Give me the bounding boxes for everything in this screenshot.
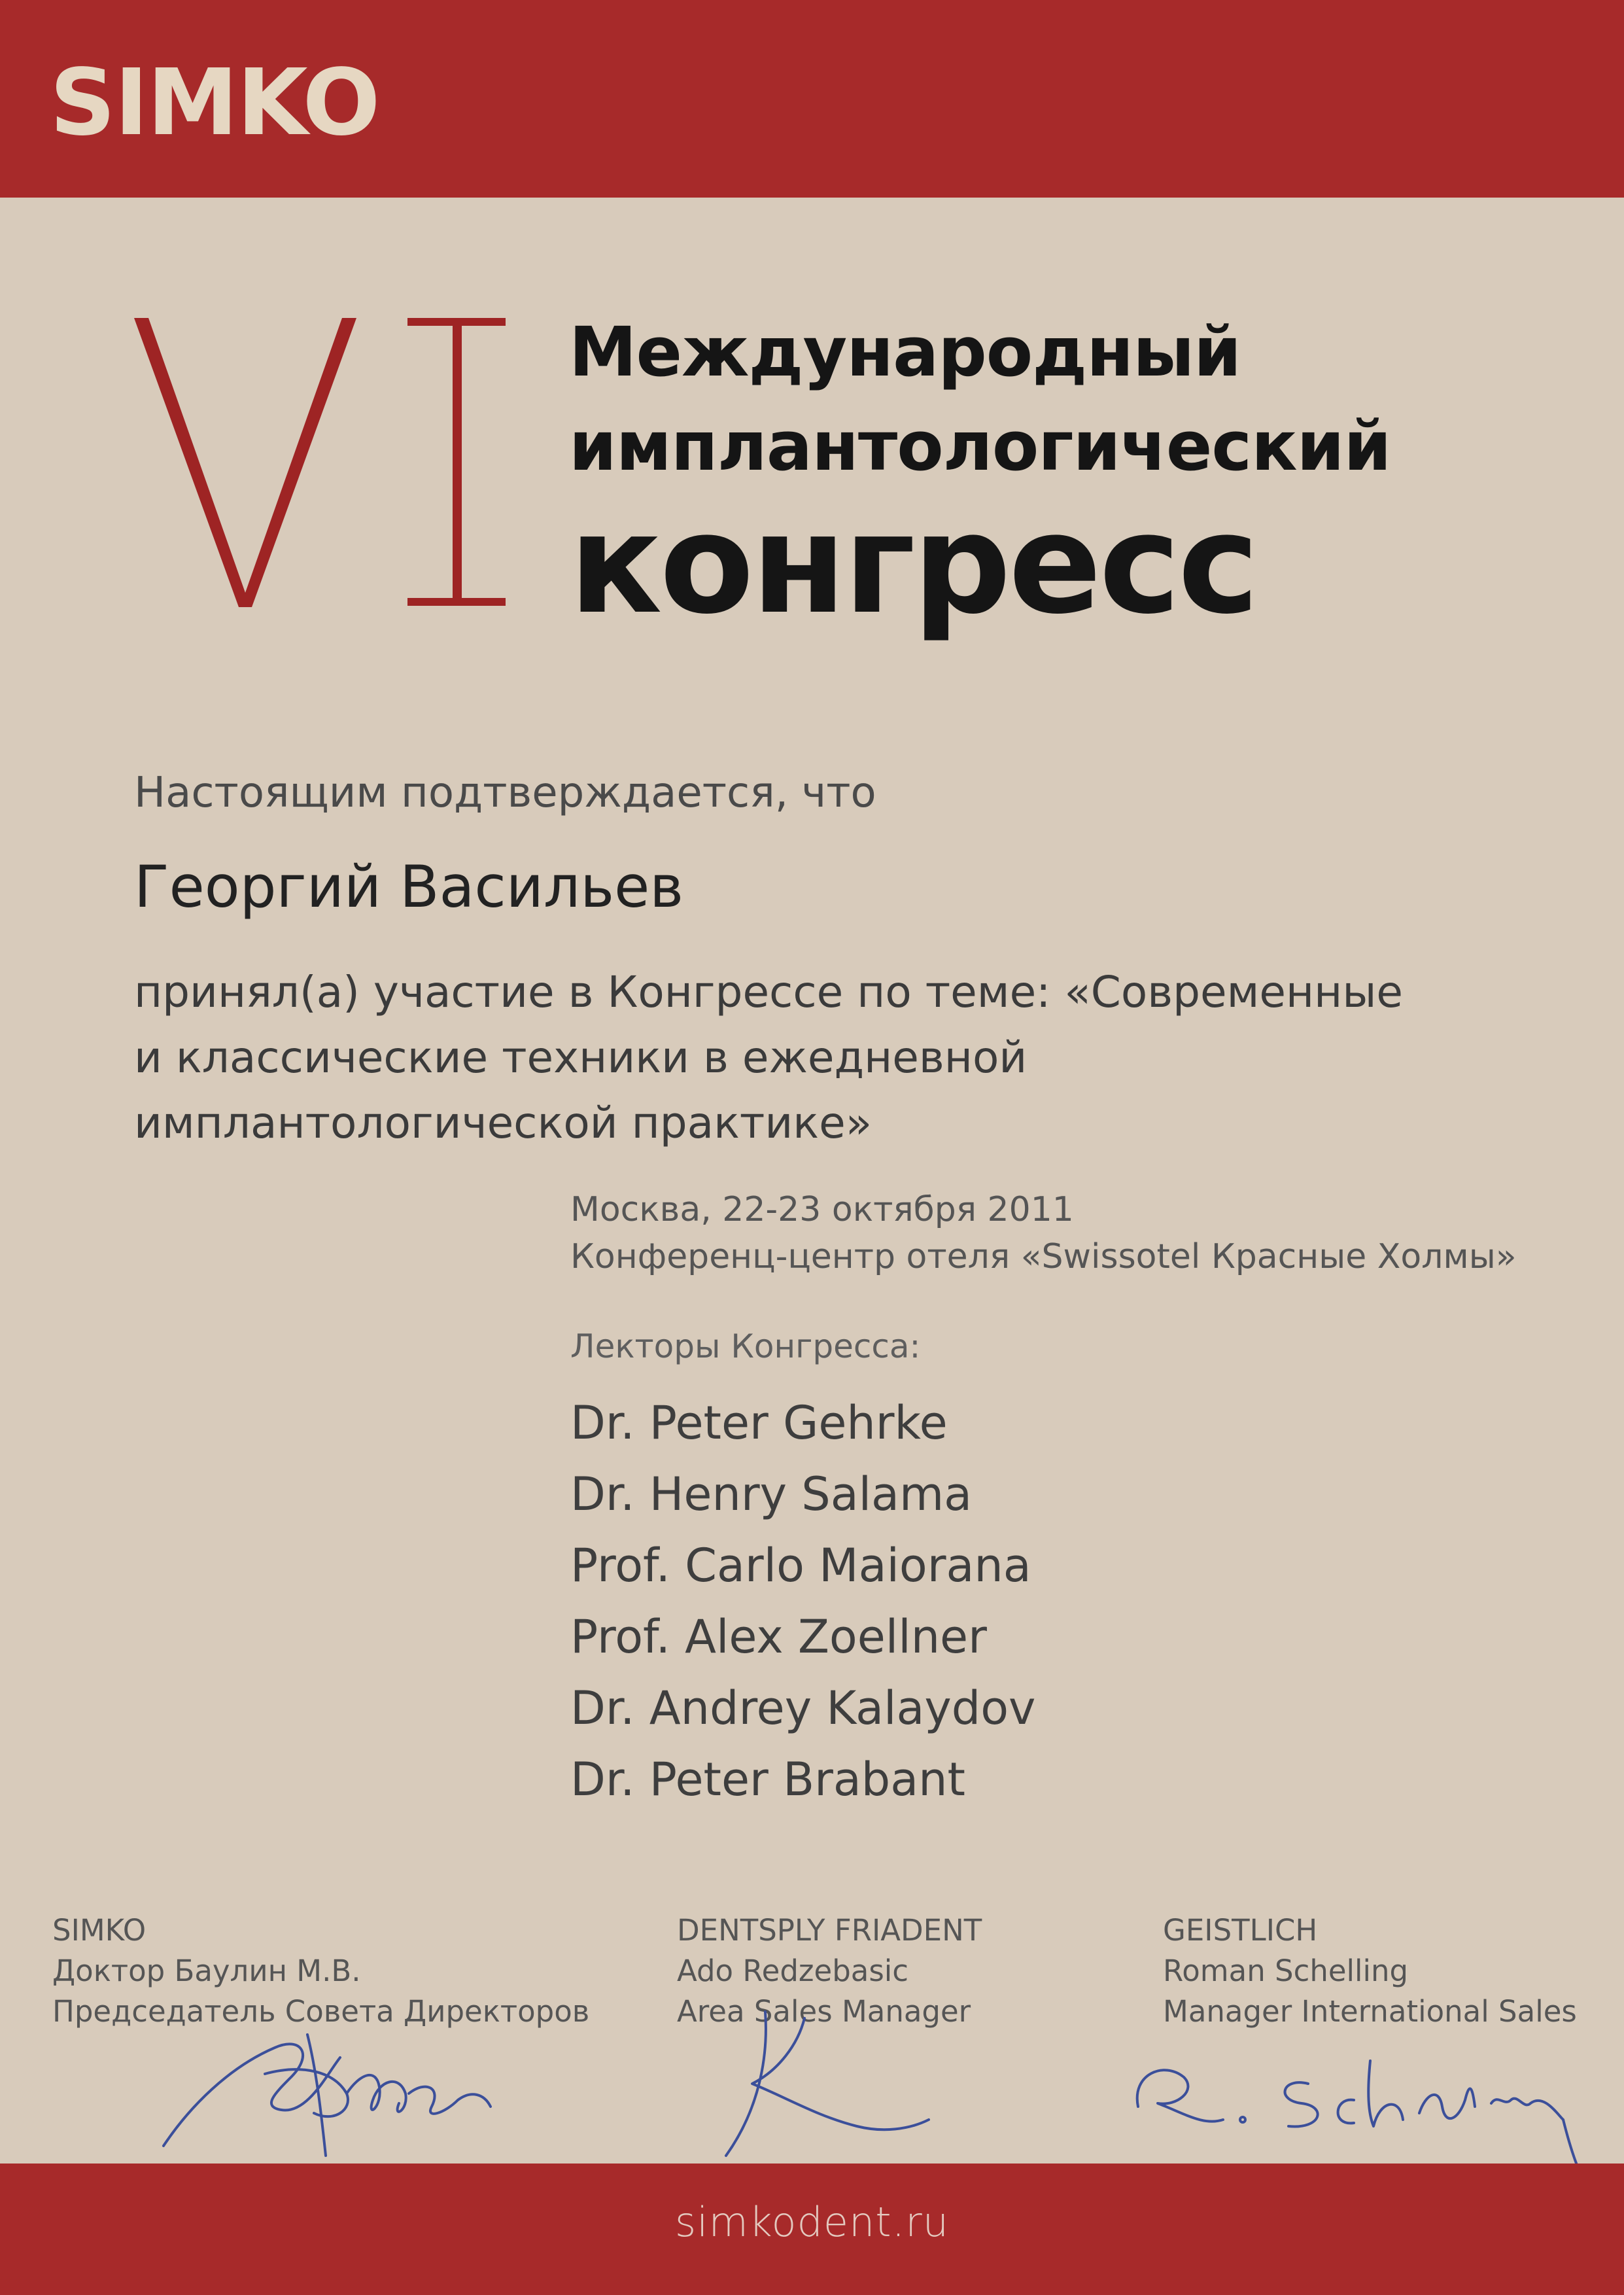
topic-line: и классические техники в ежедневной <box>134 1032 1028 1083</box>
lecturer-name: Dr. Peter Gehrke <box>570 1396 948 1450</box>
roman-numeral-vi <box>134 313 513 614</box>
event-date: Москва, 22-23 октября 2011 <box>570 1190 1074 1229</box>
title-line-congress: конгресс <box>569 484 1257 644</box>
topic-line: принял(а) участие в Конгрессе по теме: «Современные <box>134 967 1404 1017</box>
signatory-org: GEISTLICH <box>1163 1913 1318 1948</box>
title-line-implantology: имплантологический <box>569 406 1391 486</box>
signature-geistlich <box>1112 2022 1609 2185</box>
signature-simko <box>150 1995 517 2159</box>
event-venue: Конференц-центр отеля «Swissotel Красные Холмы» <box>570 1237 1517 1276</box>
simko-logo: SIMKO <box>50 50 379 156</box>
title-line-international: Международный <box>569 312 1241 392</box>
signatory-org: DENTSPLY FRIADENT <box>677 1913 982 1948</box>
signatory-name: Доктор Баулин М.В. <box>52 1953 361 1988</box>
participant-name: Георгий Васильев <box>134 853 684 920</box>
lecturer-name: Prof. Carlo Maiorana <box>570 1539 1031 1592</box>
header-band <box>0 0 1624 198</box>
signatory-name: Roman Schelling <box>1163 1953 1409 1988</box>
lecturers-label: Лекторы Конгресса: <box>570 1327 921 1365</box>
signature-dentsply <box>706 1999 942 2162</box>
signatory-position: Manager International Sales <box>1163 1994 1577 2029</box>
signatory-position: Председатель Совета Директоров <box>52 1994 590 2029</box>
confirmation-text: Настоящим подтверждается, что <box>134 769 876 817</box>
signatory-position: Area Sales Manager <box>677 1994 971 2029</box>
website-link[interactable]: simkodent.ru <box>674 2198 950 2246</box>
lecturer-name: Dr. Peter Brabant <box>570 1753 965 1806</box>
lecturer-name: Dr. Andrey Kalaydov <box>570 1681 1036 1735</box>
lecturer-name: Prof. Alex Zoellner <box>570 1610 987 1664</box>
signatory-geistlich <box>1163 1910 1577 2032</box>
lecturer-name: Dr. Henry Salama <box>570 1467 973 1521</box>
topic-line: имплантологической практике» <box>134 1098 872 1148</box>
signatory-org: SIMKO <box>52 1913 147 1948</box>
signatory-name: Ado Redzebasic <box>677 1953 909 1988</box>
